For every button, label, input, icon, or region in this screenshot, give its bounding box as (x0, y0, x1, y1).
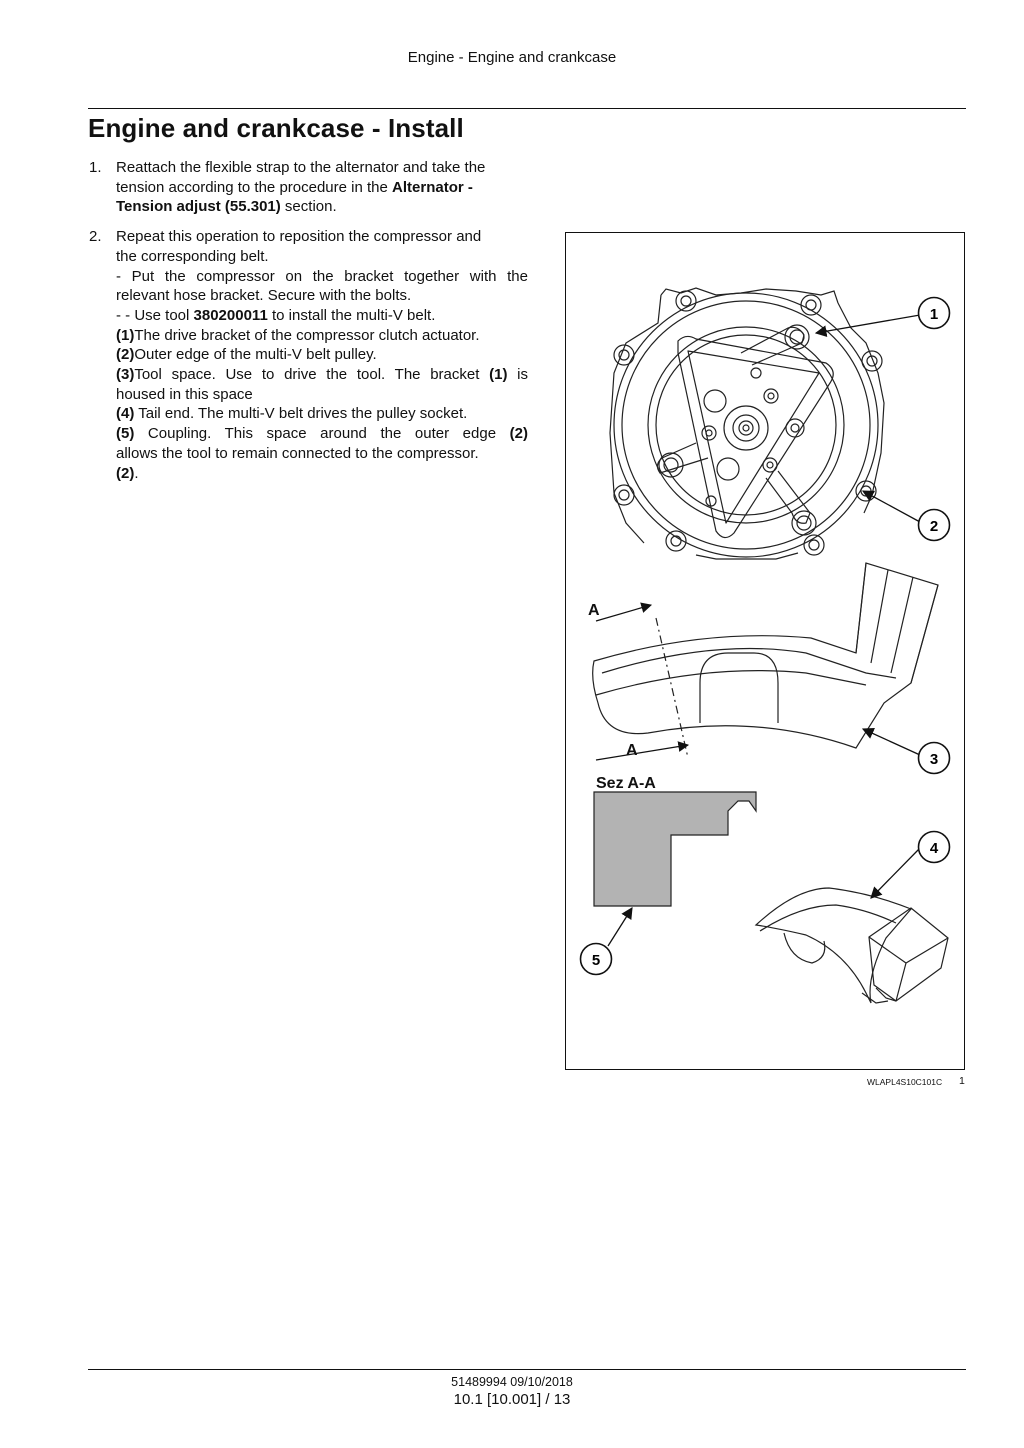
step-1 (88, 158, 528, 217)
figure-number: 1 (959, 1075, 965, 1087)
legend-item-2: (2)Outer edge of the multi-V belt pulley. (116, 346, 377, 364)
running-header: Engine - Engine and crankcase (407, 49, 617, 66)
tool-number: 380200011 (193, 306, 268, 324)
callout-2 (919, 510, 950, 541)
legend-item-5: (5) Coupling. This space around the outer edge (2) (116, 425, 528, 443)
cross-reference: Tension adjust (55.301) (116, 198, 281, 216)
figure-compressor-tool (565, 232, 965, 1070)
tool-tail-illustration (756, 888, 948, 1003)
legend-item-4: (4) Tail end. The multi-V belt drives the pulley socket. (116, 405, 468, 423)
section-label: Sez A-A (596, 775, 656, 792)
step-text-line: Repeat this operation to reposition the compressor and (116, 228, 482, 246)
step-text-line: the corresponding belt. (116, 247, 269, 265)
svg-text:5: 5 (591, 952, 601, 969)
figure-image-id: WLAPL4S10C101C (867, 1077, 943, 1087)
step-text-line: - Put the compressor on the bracket together with the (116, 267, 528, 285)
procedure-steps (88, 158, 528, 493)
legend-item-3-continued: housed in this space (116, 385, 253, 403)
step-text-line: relevant hose bracket. Secure with the bolts. (116, 287, 412, 305)
step-2 (88, 227, 528, 483)
legend-item-5-continued: allows the tool to remain connected to the compressor. (116, 444, 479, 462)
legend-item-3: (3)Tool space. Use to drive the tool. The bracket (1) is (116, 366, 528, 384)
callout-4 (919, 832, 950, 863)
callout-3 (919, 743, 950, 774)
callout-5 (581, 944, 612, 975)
step-text-line: Tension adjust (55.301) section. (116, 198, 337, 216)
tool-illustration (593, 563, 938, 758)
section-markers (588, 602, 688, 792)
cross-reference: Alternator - (392, 178, 473, 196)
svg-text:4: 4 (929, 840, 939, 857)
section-marker-label: A (588, 602, 600, 619)
section-a-a-profile (594, 792, 756, 906)
title-rule (88, 108, 966, 109)
step-number: 1. (89, 159, 102, 176)
svg-text:3: 3 (929, 751, 939, 768)
page-title: Engine and crankcase - Install (88, 113, 464, 143)
step-text-line: tension according to the procedure in the Alternator - (116, 178, 473, 196)
step-number: 2. (89, 228, 102, 246)
step-text-line: - - Use tool 380200011 to install the multi-V belt. (116, 306, 436, 324)
section-marker-label: A (626, 742, 638, 759)
legend-item-5-end: (2). (116, 464, 139, 482)
step-text-line: Reattach the flexible strap to the alternator and take the (116, 159, 486, 176)
footer-rule (88, 1369, 966, 1370)
footer-page-ref: 10.1 [10.001] / 13 (453, 1391, 571, 1408)
svg-text:2: 2 (929, 518, 939, 535)
legend-item-1: (1)The drive bracket of the compressor clutch actuator. (116, 326, 480, 344)
footer-document-ref: 51489994 09/10/2018 (451, 1375, 573, 1389)
svg-text:1: 1 (929, 306, 939, 323)
callout-1 (919, 298, 950, 329)
